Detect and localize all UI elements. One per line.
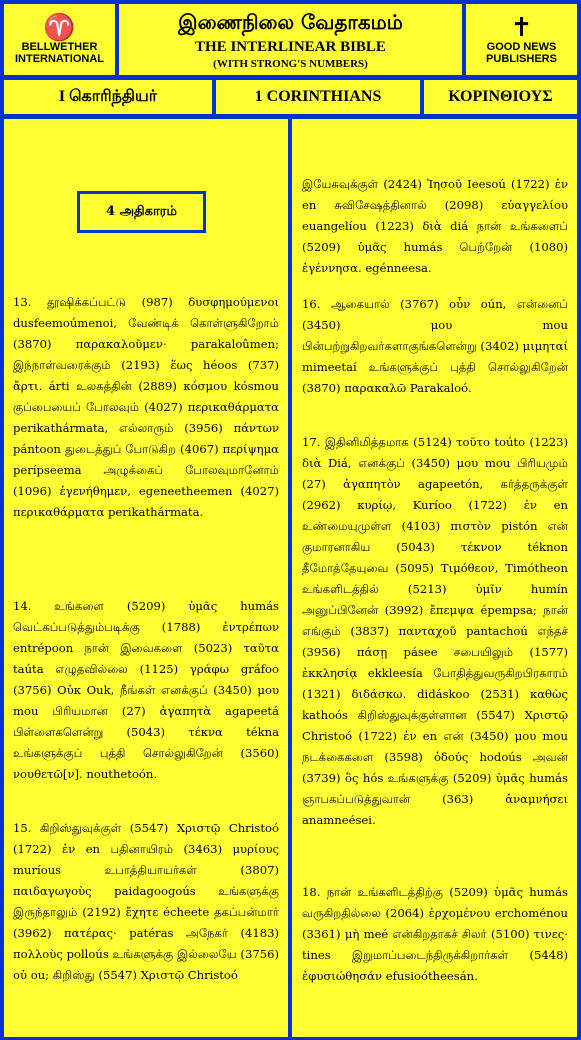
title-tamil: இணைநிலை வேதாகமம் (178, 10, 403, 34)
cross-logo-icon: ✝ (510, 12, 533, 43)
tab-english (216, 80, 420, 114)
tab-greek (424, 80, 577, 114)
tab-greek-label: ΚΟΡΙΝΘΙΟΥΣ (448, 88, 553, 105)
page-header (119, 4, 462, 75)
verse-text: இயேசுவுக்குள் (2424) Ἰησοῦ Ieesoú (1722) ἐν en சுவிசேஷத்தினால் (2098) εὐαγγελίου euangelíou (1223) διὰ diá நான் உங்களைப் (5209) ὑμᾶς humás பெற்றேன் (1080) ἐγέννησα. egénneesa. (302, 177, 568, 275)
verse-text: 15. கிறிஸ்துவுக்குள் (5547) Χριστῷ Christoó (1722) ἐν en பதினாயிரம் (3463) μυρίους muríous உபாத்தியாயர்கள் (3807) παιδαγωγοὺς paidagoogoús உங்களுக்கு இருந்தாலும் (2192) ἔχητε écheete தகப்பன்மார் (3962) πατέρας· patéras அநேகர் (4183) πολλοὺς polloús உங்களுக்கு இல்லையே (3756) οὐ ou; கிறிஸ்து (5547) Χριστῷ Christoó (13, 821, 279, 982)
verse-text: 13. தூஷிக்கப்பட்டு (987) δυσφημούμενοι dusfeemoúmenoi, வேண்டிக் கொள்ளுகிறோம் (3870) παρακαλοῦμεν· parakaloûmen; இந்நாள்வரைக்கும் (2193) ἕως héoos (737) ἄρτι. árti உலகத்தின் (2889) κόσμου kósmou குப்பையைப் போலவும் (4027) περικαθάρματα perikathármata, எல்லாரும் (3956) πάντων pántoon துடைத்துப் போடுகிற (4067) περίψημα perípseema அழுக்கைப் போலவுமானோம் (1096) ἐγενήθημεν, egeneetheemen (4027) περικαθάρματα perikathármata. (13, 295, 279, 519)
tab-tamil (4, 80, 212, 114)
chapter-heading: 4 அதிகாரம் (77, 191, 206, 233)
subtitle: (WITH STRONG'S NUMBERS) (213, 58, 368, 70)
verse-text: 16. ஆகையால் (3767) οὖν oún, என்னைப் (3450) μου mou பின்பற்றுகிறவர்களாகுங்களென்று (3402) μιμηταί mimeetaí உங்களுக்குப் புத்தி சொல்லுகிறேன் (3870) παρακαλῶ Parakaloó. (302, 297, 569, 395)
verse-text: 17. இதினிமித்தமாக (5124) τοῦτο toúto (1223) διὰ Diá, எனக்குப் (3450) μου mou பிரியமும் (27) ἀγαπητὸν agapeetón, கர்த்தருக்குள் (2962) κυρίῳ, Kuríoo (1722) ἐν en உண்மையுமுள்ள (4103) πιστὸν pistón என் குமாரனாகிய (5043) τέκνον téknon தீமோத்தேயுவை (5095) Τιμόθεον, Timótheon உங்களிடத்தில் (5213) ὑμῖν humín அனுப்பினேன் (3992) ἔπεμψα épempsa; நான் எங்கும் (3837) πανταχοῦ pantachoú எந்தச் (3956) πάσῃ pásee சபையிலும் (1577) ἐκκλησίᾳ ekkleesía போதித்துவருகிறபிரகாரம் (1321) διδάσκω. didáskoo (2531) καθὼς kathoós கிறிஸ்துவுக்குள்ளான (5547) Χριστῷ Christoó (1722) ἐν en என் (3450) μου mou நடக்கைகளை (3598) ὁδούς hodoús அவன் (3739) ὃς hós உங்களுக்கு (5209) ὑμᾶς humás ஞாபகப்படுத்துவான் (363) ἀναμνήσει anamneései. (302, 435, 568, 827)
verse-text: 14. உங்களை (5209) ὑμᾶς humás வெட்கப்படுத்தும்படிக்கு (1788) ἐντρέπων entrépoon நான் இவைகளை (5023) ταῦτα taúta எழுதவில்லை (1125) γράφω gráfoo (3756) Οὐκ Ouk, நீங்கள் எனக்குப் (3450) μου mou பிரியமான (27) ἀγαπητὰ agapeetá பிள்ளைகளென்று (5043) τέκνα tékna உங்களுக்குப் புத்தி சொல்லுகிறேன் (3560) νουθετῶ[ν]. nouthetoón. (13, 599, 279, 781)
verse-16 (302, 294, 568, 399)
verse-18 (302, 882, 568, 987)
tab-tamil-label: I கொரிந்தியர் (58, 88, 158, 105)
good-news-logo (466, 4, 577, 75)
verse-15 (13, 818, 279, 986)
title-english: THE INTERLINEAR BIBLE (195, 39, 386, 55)
left-logo-text: BELLWETHER INTERNATIONAL (14, 40, 104, 65)
tab-english-label: 1 CORINTHIANS (254, 88, 382, 105)
verse-17 (302, 432, 568, 831)
verse-15-continued (302, 174, 568, 279)
bellwether-logo (4, 4, 115, 75)
ram-logo-icon: ♈ (43, 12, 76, 43)
right-logo-text: GOOD NEWS PUBLISHERS (486, 40, 557, 65)
verse-text: 18. நான் உங்களிடத்திற்கு (5209) ὑμᾶς humás வருகிறதில்லை (2064) ἐρχομένου erchoménou (3361) μὴ meé என்கிறதாகச் சிலர் (5100) τινες· tines இறுமாப்படைந்திருக்கிறார்கள் (5448) ἐφυσιώθησάν efusioótheesán. (302, 885, 568, 983)
verse-14 (13, 596, 279, 785)
verse-13 (13, 292, 279, 523)
